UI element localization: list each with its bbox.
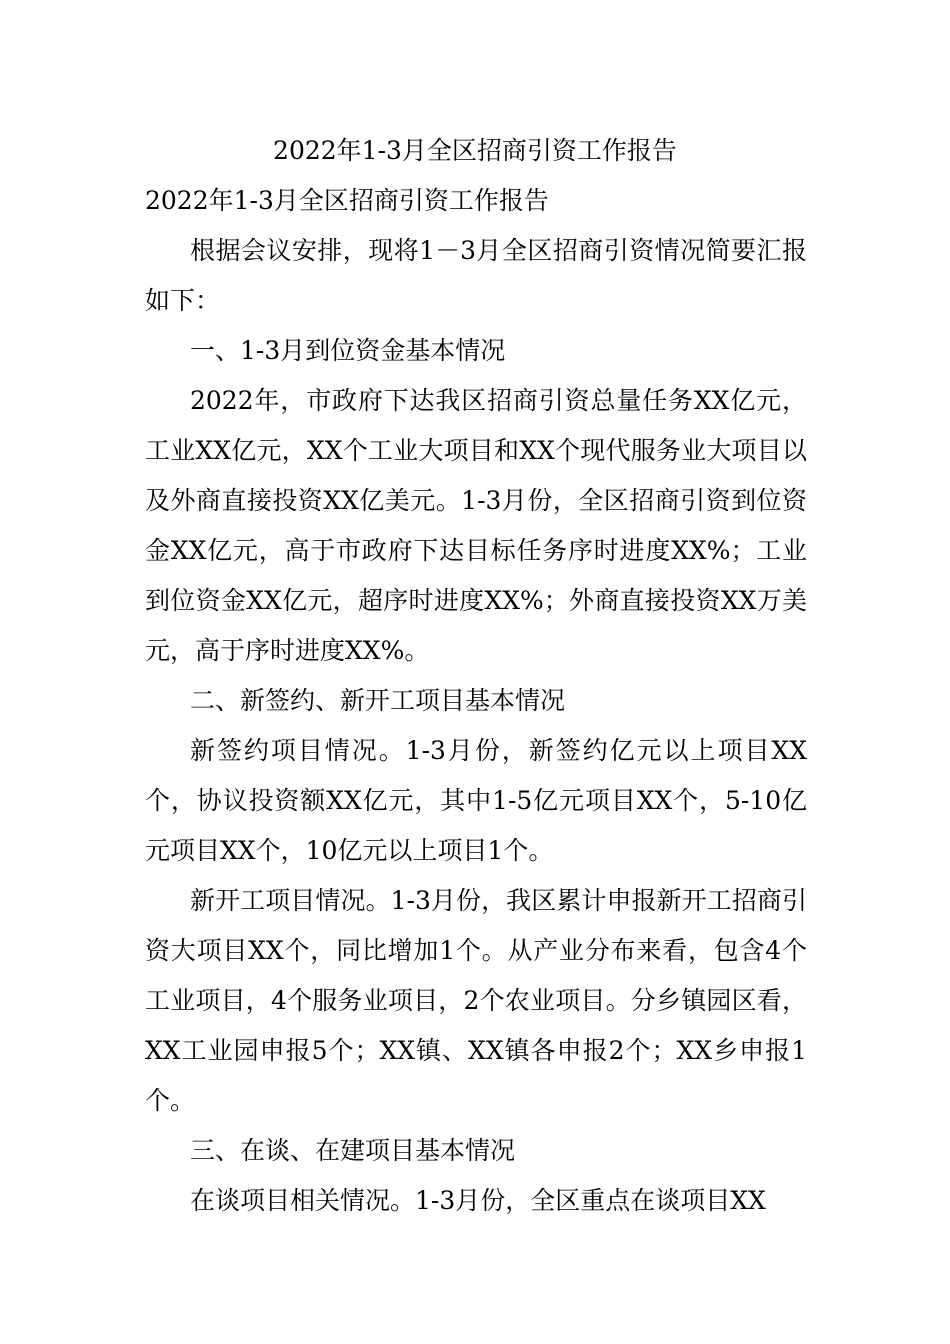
intro-paragraph: 根据会议安排，现将1－3月全区招商引资情况简要汇报如下： [145, 236, 807, 315]
body-paragraph: 新开工项目情况。1-3月份，我区累计申报新开工招商引资大项目XX个，同比增加1个。从产业分布来看，包含4个工业项目，4个服务业项目，2个农业项目。分乡镇园区看，XX工业园申报5个；XX镇、XX镇各申报2个；XX乡申报1个。 [145, 886, 807, 1115]
body-paragraph: 2022年，市政府下达我区招商引资总量任务XX亿元，工业XX亿元，XX个工业大项目和XX个现代服务业大项目以及外商直接投资XX亿美元。1-3月份，全区招商引资到位资金XX亿元，高于市政府下达目标任务序时进度XX%；工业到位资金XX亿元，超序时进度XX%；外商直接投资XX万美元，高于序时进度XX%。 [145, 386, 807, 665]
section-heading-1: 一、1-3月到位资金基本情况 [190, 336, 506, 365]
section-heading-2: 二、新签约、新开工项目基本情况 [190, 686, 566, 715]
body-paragraph: 新签约项目情况。1-3月份，新签约亿元以上项目XX个，协议投资额XX亿元，其中1-5亿元项目XX个，5-10亿元项目XX个，10亿元以上项目1个。 [145, 736, 807, 865]
document-title: 2022年1-3月全区招商引资工作报告 [273, 136, 677, 165]
document-body [145, 176, 807, 1226]
body-paragraph: 在谈项目相关情况。1-3月份，全区重点在谈项目XX [190, 1186, 766, 1215]
subtitle-paragraph: 2022年1-3月全区招商引资工作报告 [145, 186, 549, 215]
section-heading-3: 三、在谈、在建项目基本情况 [190, 1136, 516, 1165]
